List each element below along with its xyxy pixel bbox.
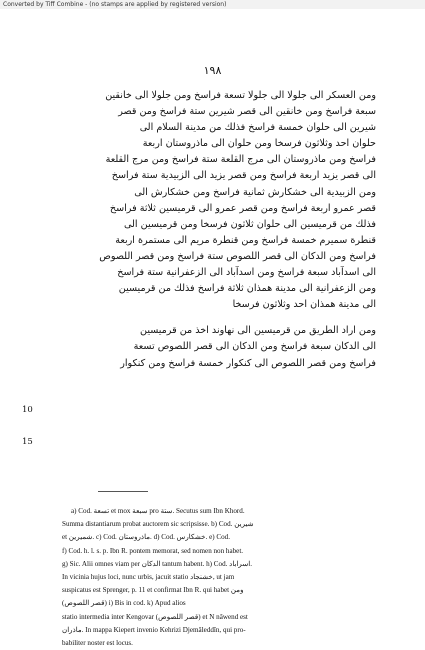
text-line: ومن الزعفرانية الى مدينة همذان ثلاثة فراسخ فذلك من قرميسين bbox=[118, 283, 376, 295]
text-line: الى الدكان سبعة فراسخ ومن الدكان الى قصر اللصوص تسعة bbox=[133, 341, 376, 353]
text-line: ومن الزبيدية الى خشكارش ثمانية فراسخ ومن خشكارش الى bbox=[134, 186, 376, 198]
footnote-divider bbox=[98, 491, 148, 492]
footnote-line: ماذران. In mappa Kiepert invenio Kehrizi Djemâleddîn, qui pro- bbox=[62, 625, 246, 634]
page-number: ١٩٨ bbox=[203, 64, 222, 77]
footnote-line: f) Cod. h. l. s. p. Ibn R. pontem memorat, sed nomen non habet. bbox=[62, 546, 244, 555]
text-line: قنطرة سميرم خمسة فراسخ ومن قنطرة مريم الى مستمرة اربعة bbox=[115, 234, 376, 246]
footnotes bbox=[62, 505, 378, 650]
converter-banner: Converted by Tiff Combine - (no stamps are applied by registered version) bbox=[0, 0, 425, 9]
footnote-line: suspicatus est Sprenger, p. 11 et confirmat Ibn R. qui habet ومن bbox=[62, 586, 244, 595]
text-line: شيرين الى حلوان خمسة فراسخ فذلك من مدينة السلام الى bbox=[139, 122, 376, 134]
footnote-line: babiliter noster est locus. bbox=[62, 638, 133, 647]
text-line: فراسخ ومن ماذروستان الى مرج القلعة ستة فراسخ ومن مرج القلعة bbox=[105, 154, 376, 166]
text-line: فراسخ ومن قصر اللصوص الى كنكوار خمسة فراسخ ومن كنكوار bbox=[120, 357, 376, 369]
footnote-line: statio intermedia inter Kengovar (قصر اللصوص) et N nâwend est bbox=[62, 612, 248, 621]
text-line: ومن اراد الطريق من قرميسين الى نهاوند اخذ من قرميسين bbox=[140, 325, 376, 337]
arabic-text-body bbox=[50, 88, 376, 372]
line-number-marker: 15 bbox=[22, 437, 33, 447]
text-line: فراسخ ومن الدكان الى قصر اللصوص ستة فراسخ ومن قصر اللصوص bbox=[99, 250, 376, 262]
text-line: حلوان احد وثلاثون فرسخا ومن حلوان الى ماذروستان اربعة bbox=[142, 138, 376, 150]
text-line: ومن العسكر الى جلولا الى جلولا تسعة فراسخ ومن جلولا الى خانقين bbox=[105, 90, 376, 101]
footnote-line: In vicinia hujus loci, nunc urbis, jacuit statio خشنجاد, ut jam bbox=[62, 572, 235, 581]
footnote-line: et شميرين. c) Cod. ماذروستان. d) Cod. خشكارس. e) Cod. bbox=[62, 533, 230, 542]
text-line: سبعة فراسخ ومن خانقين الى قصر شيرين ستة فراسخ ومن قصر bbox=[118, 106, 376, 118]
footnote-line: Summa distantiarum probat auctorem sic scripsisse. b) Cod. شيرين bbox=[62, 520, 254, 529]
footnote-line: a) Cod. تسعة et mox سبعة pro ستة. Secutus sum Ibn Khord. bbox=[71, 507, 245, 515]
text-line: الى مدينة همذان احد وثلاثون فرسخا bbox=[232, 299, 376, 311]
line-number-marker: 10 bbox=[22, 405, 33, 415]
text-line: فذلك من قرميسين الى حلوان ثلاثون فرسخا ومن قرميسين الى bbox=[124, 218, 376, 230]
text-line: الى اسدآباد سبعة فراسخ ومن اسدآباد الى الزعفرانية ستة فراسخ bbox=[117, 267, 376, 279]
text-line: الى قصر يزيد اربعة فراسخ ومن قصر يزيد الى الزبيدية ستة فراسخ bbox=[111, 170, 376, 182]
text-line: قصر عمرو اربعة فراسخ ومن قصر عمرو الى قرميسين ثلاثة فراسخ bbox=[109, 202, 376, 214]
footnote-line: (قصر اللصوص) i) Bis in cod. k) Apud alios bbox=[62, 599, 186, 608]
footnote-line: g) Sic. Alii omnes viam per الدكان tantum habent. h) Cod. اسراباد. bbox=[62, 559, 253, 568]
